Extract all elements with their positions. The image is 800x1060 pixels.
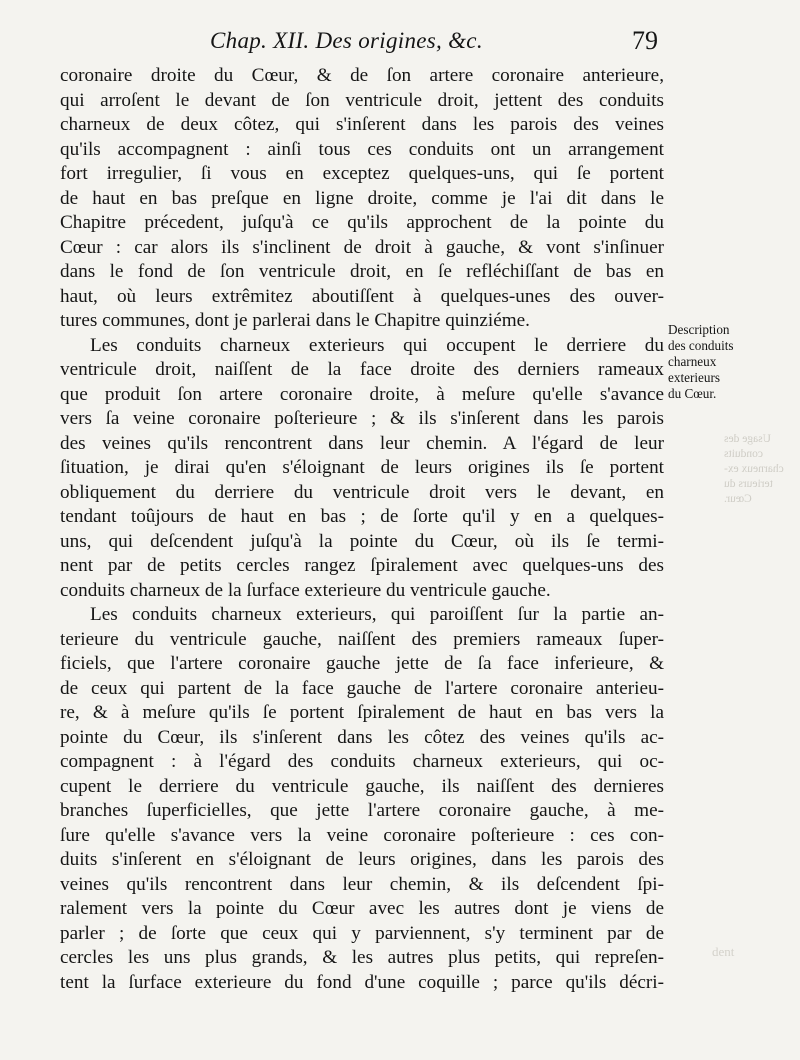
text-line: fort irregulier, ſi vous en exceptez quelques-uns, qui ſe portent [60,163,664,184]
text-line: conduits charneux de la ſurface exterieure du ventricule gauche. [60,579,551,601]
text-line: ficiels, que l'artere coronaire gauche jette de ſa face inferieure, & [60,653,664,674]
text-line: dans le fond de ſon ventricule droit, en ſe refléchiſſant de bas en [60,261,664,282]
catchword: dent [712,944,735,959]
text-line: uns, qui deſcendent juſqu'à la pointe du Cœur, où ils ſe termi- [60,530,664,552]
text-line: cupent le derriere du ventricule gauche, ils naiſſent des dernieres [60,775,664,797]
body-text [60,64,664,995]
text-line: Les conduits charneux exterieurs qui occupent le derriere du [90,334,664,356]
text-line: branches ſuperficielles, que jette l'artere coronaire gauche, à me- [60,800,664,821]
text-line: ralement vers la pointe du Cœur avec les autres dont je viens de [60,898,664,919]
text-line: vers ſa veine coronaire poſterieure ; & ils s'inſerent dans les parois [60,408,664,429]
margin-note-line: Description [668,322,730,337]
text-line: que produit ſon artere coronaire droite, à meſure qu'elle s'avance [60,383,664,405]
text-line: duits s'inſerent en s'éloignant de leurs origines, dans les parois des [60,849,664,870]
margin-note [668,322,796,402]
text-line: tent la ſurface exterieure du fond d'une coquille ; parce qu'ils décri- [60,971,664,993]
margin-note-line: charneux [668,354,717,369]
text-line: veines qu'ils rencontrent dans leur chemin, & ils deſcendent ſpi- [60,873,664,895]
page-number: 79 [632,26,658,55]
text-line: parler ; de ſorte que ceux qui y parviennent, s'y terminent par de [60,922,664,944]
text-line: pointe du Cœur, ils s'inſerent dans les côtez des veines qu'ils ac- [60,726,664,748]
text-line: ventricule droit, naiſſent de la face droite des derniers rameaux [60,359,664,380]
text-line: nent par de petits cercles rangez ſpiralement avec quelques-uns des [60,555,664,576]
text-line: re, & à meſure qu'ils ſe portent ſpiralement de haut en bas vers la [60,702,664,723]
text-line: ſituation, je dirai qu'en s'éloignant de leurs origines ils ſe portent [60,457,664,478]
bleed-through-line: Cœur. [724,493,752,505]
margin-note-line: du Cœur. [668,386,717,401]
text-line: qu'ils accompagnent : ainſi tous ces conduits ont un arrangement [60,138,664,160]
text-line: coronaire droite du Cœur, & de ſon artere coronaire anterieure, [60,65,664,86]
text-line: obliquement du derriere du ventricule droit vers le devant, en [60,481,664,503]
text-line: qui arroſent le devant de ſon ventricule droit, jettent des conduits [60,89,664,111]
text-line: charneux de deux côtez, qui s'inſerent dans les parois des veines [60,114,664,135]
text-line: Cœur : car alors ils s'inclinent de droit à gauche, & vont s'inſinuer [60,236,664,258]
bleed-through-text [724,432,800,507]
bleed-through-line: Usage des [724,433,771,445]
running-head: Chap. XII. Des origines, &c. [210,28,483,53]
text-line: Les conduits charneux exterieurs, qui paroiſſent ſur la partie an- [90,604,664,625]
text-line: compagnent : à l'égard des conduits charneux exterieurs, qui oc- [60,751,664,772]
text-line: haut, où leurs extrêmitez aboutiſſent à quelques-unes des ouver- [60,285,664,307]
text-line: tures communes, dont je parlerai dans le Chapitre quinziéme. [60,310,530,331]
margin-note-line: exterieurs [668,370,720,385]
text-line: Chapitre précedent, juſqu'à ce qu'ils approchent de la pointe du [60,212,664,233]
bleed-through-line: terieurs du [724,478,773,490]
bleed-through-line: conduits [724,448,763,460]
bleed-through-line: charneux ex- [724,463,784,475]
text-line: cercles les uns plus grands, & les autres plus petits, qui repreſen- [60,947,664,968]
margin-note-line: des conduits [668,338,734,353]
text-line: des veines qu'ils rencontrent dans leur chemin. A l'égard de leur [60,432,664,454]
text-line: de haut en bas preſque en ligne droite, comme je l'ai dit dans le [60,187,664,209]
text-line: ſure qu'elle s'avance vers la veine coronaire poſterieure : ces con- [60,824,664,846]
text-line: tendant toûjours de haut en bas ; de ſorte qu'il y en a quelques- [60,506,664,527]
text-line: terieure du ventricule gauche, naiſſent des premiers rameaux ſuper- [60,628,664,650]
text-line: de ceux qui partent de la face gauche de l'artere coronaire anterieu- [60,677,664,699]
